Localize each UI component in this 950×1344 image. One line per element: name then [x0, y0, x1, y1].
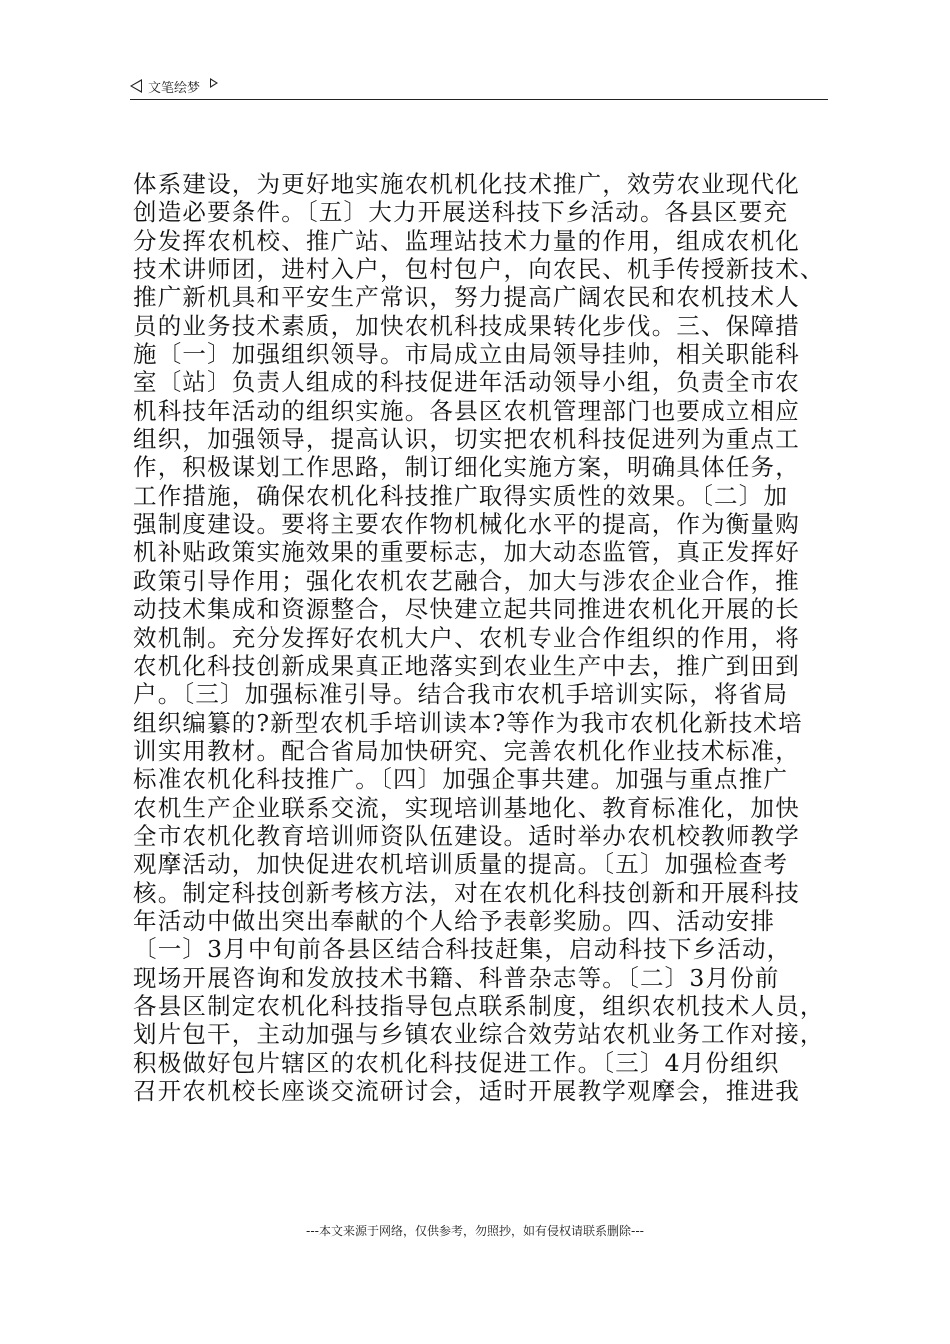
body-line: 组织，加强领导，提高认识，切实把农机科技促进列为重点工 — [133, 425, 800, 454]
body-line: 员的业务技术素质，加快农机科技成果转化步伐。三、保障措 — [133, 311, 800, 340]
body-line: 〔一〕3月中旬前各县区结合科技赶集，启动科技下乡活动， — [133, 935, 792, 964]
body-line: 分发挥农机校、推广站、监理站技术力量的作用，组成农机化 — [133, 226, 800, 255]
body-line: 创造必要条件。〔五〕大力开展送科技下乡活动。各县区要充 — [133, 198, 789, 227]
body-line: 机科技年活动的组织实施。各县区农机管理部门也要成立相应 — [133, 396, 800, 425]
body-line: 标准农机化科技推广。〔四〕加强企事共建。加强与重点推广 — [133, 765, 789, 794]
body-line: 观摩活动，加快促进农机培训质量的提高。〔五〕加强检查考 — [133, 850, 789, 879]
body-line: 室〔站〕负责人组成的科技促进年活动领导小组，负责全市农 — [133, 368, 800, 397]
body-line: 技术讲师团，进村入户，包村包户，向农民、机手传授新技术、 — [133, 255, 825, 284]
left-arrow-icon — [130, 79, 142, 93]
body-line: 作，积极谋划工作思路，制订细化实施方案，明确具体任务， — [133, 453, 800, 482]
body-line: 施〔一〕加强组织领导。市局成立由局领导挂帅，相关职能科 — [133, 340, 800, 369]
header-title: 文笔绘梦 — [148, 80, 201, 96]
body-line: 训实用教材。配合省局加快研究、完善农机化作业技术标准， — [133, 736, 800, 765]
body-line: 体系建设，为更好地实施农机机化技术推广，效劳农业现代化 — [133, 170, 800, 198]
body-line: 组织编纂的?新型农机手培训读本?等作为我市农机化新技术培 — [133, 708, 803, 737]
body-line: 积极做好包片辖区的农机化科技促进工作。〔三〕4月份组织 — [133, 1048, 780, 1077]
body-line: 现场开展咨询和发放技术书籍、科普杂志等。〔二〕3月份前 — [133, 963, 780, 992]
body-line: 推广新机具和平安生产常识，努力提高广阔农民和农机技术人 — [133, 283, 800, 312]
body-line: 动技术集成和资源整合，尽快建立起共同推进农机化开展的长 — [133, 595, 800, 624]
body-line: 农机化科技创新成果真正地落实到农业生产中去，推广到田到 — [133, 651, 800, 680]
body-line: 划片包干，主动加强与乡镇农业综合效劳站农机业务工作对接， — [133, 1020, 825, 1049]
body-line: 召开农机校长座谈交流研讨会，适时开展教学观摩会，推进我 — [133, 1077, 800, 1105]
body-line: 机补贴政策实施效果的重要标志，加大动态监管，真正发挥好 — [133, 538, 800, 567]
body-line: 效机制。充分发挥好农机大户、农机专业合作组织的作用，将 — [133, 623, 800, 652]
body-line: 工作措施，确保农机化科技推广取得实质性的效果。〔二〕加 — [133, 481, 789, 510]
body-line: 政策引导作用；强化农机农艺融合，加大与涉农企业合作，推 — [133, 566, 800, 595]
right-arrow-icon — [210, 78, 218, 88]
body-line: 全市农机化教育培训师资队伍建设。适时举办农机校教师教学 — [133, 821, 800, 850]
page-header — [130, 73, 828, 100]
document-body — [133, 170, 835, 1105]
body-line: 强制度建设。要将主要农作物机械化水平的提高，作为衡量购 — [133, 510, 800, 539]
body-line: 农机生产企业联系交流，实现培训基地化、教育标准化，加快 — [133, 793, 800, 822]
body-line: 核。制定科技创新考核方法，对在农机化科技创新和开展科技 — [133, 878, 800, 907]
body-line: 各县区制定农机化科技指导包点联系制度，组织农机技术人员， — [133, 991, 825, 1020]
body-line: 户。〔三〕加强标准引导。结合我市农机手培训实际，将省局 — [133, 680, 789, 709]
body-line: 年活动中做出突出奉献的个人给予表彰奖励。四、活动安排 — [133, 906, 776, 935]
footer-disclaimer: ---本文来源于网络，仅供参考，勿照抄，如有侵权请联系删除--- — [306, 1224, 644, 1238]
